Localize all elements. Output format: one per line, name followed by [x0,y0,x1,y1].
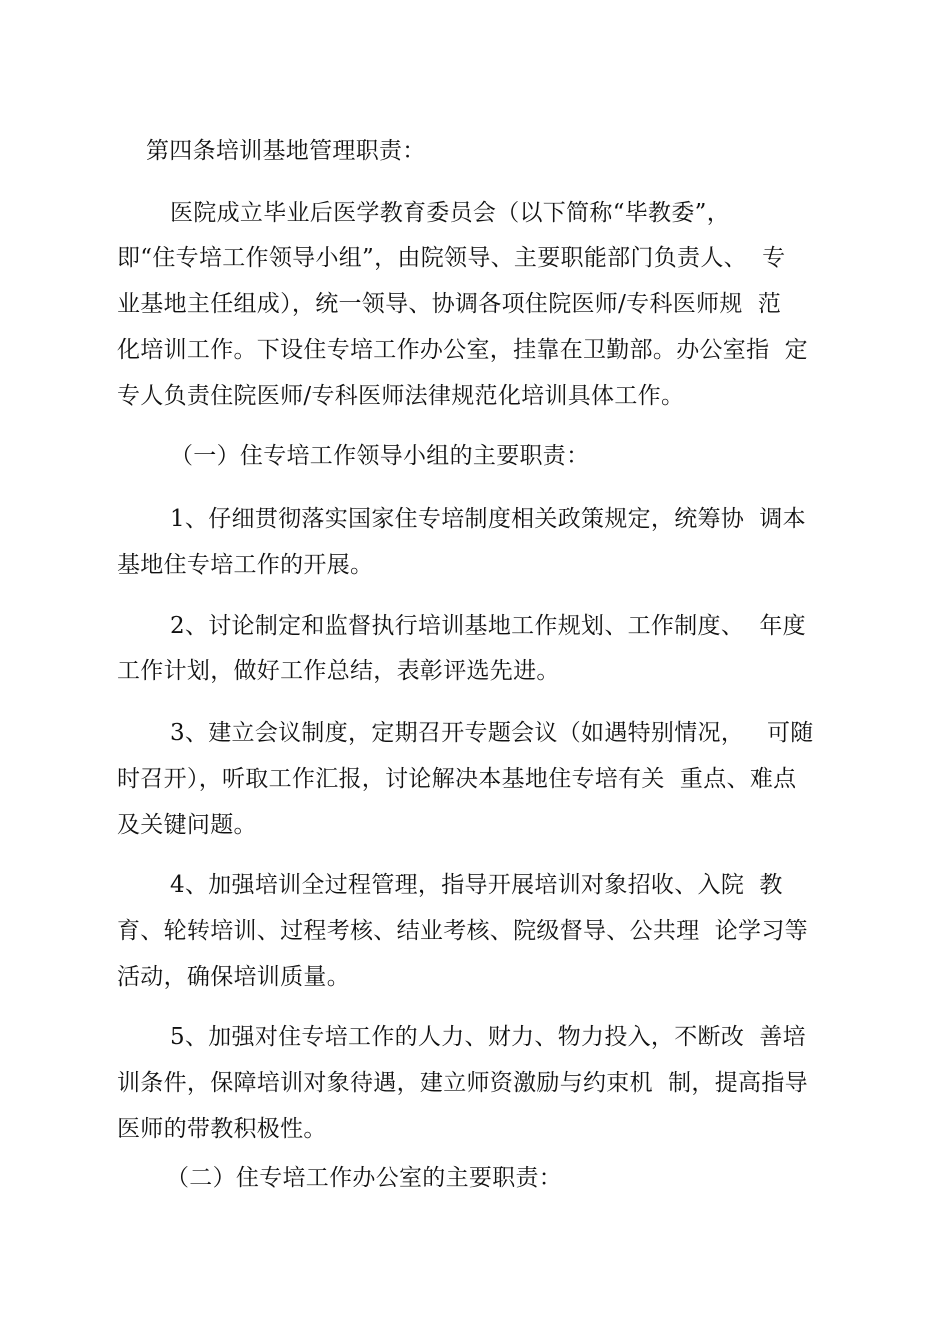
item-5-line-1: 5、加强对住专培工作的人力、财力、物力投入，不断改 善培 [170,1024,806,1050]
item-3-line-1: 3、建立会议制度，定期召开专题会议（如遇特别情况， 可随 [170,720,814,746]
intro-line-1: 医院成立毕业后医学教育委员会（以下简称“毕教委”， [170,200,731,226]
item-2-line-1: 2、讨论制定和监督执行培训基地工作规划、工作制度、 年度 [170,613,806,639]
item-5-line-3: 医师的带教积极性。 [117,1116,327,1142]
item-4-line-1: 4、加强培训全过程管理，指导开展培训对象招收、入院 教 [170,872,783,898]
item-2-line-2: 工作计划，做好工作总结，表彰评选先进。 [117,658,560,684]
item-1-line-2: 基地住专培工作的开展。 [117,552,374,578]
item-1-line-1: 1、仔细贯彻落实国家住专培制度相关政策规定，统筹协 调本 [170,506,806,532]
intro-line-3: 业基地主任组成），统一领导、协调各项住院医师/专科医师规 范 [117,291,782,317]
section-2-title: （二）住专培工作办公室的主要职责： [166,1165,563,1191]
intro-line-2: 即“住专培工作领导小组”，由院领导、主要职能部门负责人、 专 [117,245,786,271]
item-4-line-3: 活动，确保培训质量。 [117,964,350,990]
item-3-line-3: 及关键问题。 [117,812,257,838]
section-1-title: （一）住专培工作领导小组的主要职责： [170,443,590,469]
article-heading: 第四条培训基地管理职责： [146,138,426,164]
intro-line-5: 专人负责住院医师/专科医师法律规范化培训具体工作。 [117,383,685,409]
item-4-line-2: 育、轮转培训、过程考核、结业考核、院级督导、公共理 论学习等 [117,918,808,944]
item-5-line-2: 训条件，保障培训对象待遇，建立师资激励与约束机 制，提高指导 [117,1070,808,1096]
intro-line-4: 化培训工作。下设住专培工作办公室，挂靠在卫勤部。办公室指 定 [117,337,808,363]
item-3-line-2: 时召开），听取工作汇报，讨论解决本基地住专培有关 重点、难点 [117,766,797,792]
